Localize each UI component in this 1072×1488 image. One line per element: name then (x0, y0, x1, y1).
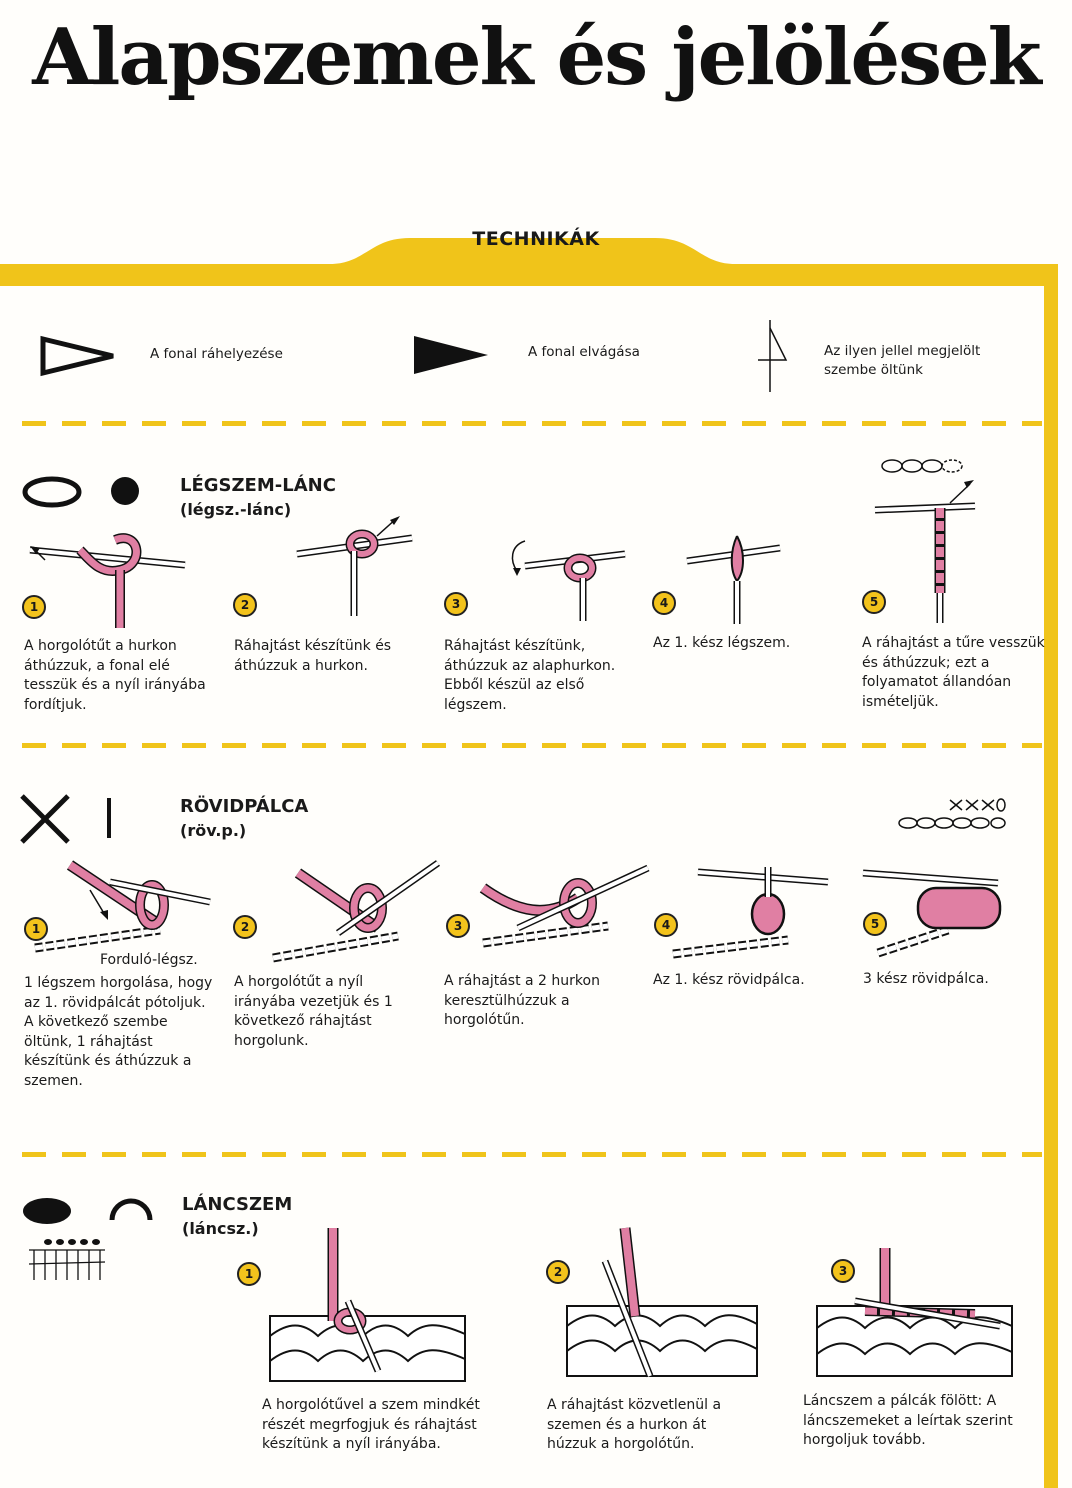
step-number: 3 (444, 592, 468, 616)
chain-dot-icon (110, 476, 140, 506)
stitch-mark-icon (756, 318, 796, 394)
step-caption: 1 légszem horgolása, hogy az 1. rövidpálcát pótoljuk. A következő szembe öltünk, 1 ráhajtást készítünk és áthúzzuk a szemen. (24, 975, 213, 1089)
section-title-chain: LÉGSZEM-LÁNC (légsz.-lánc) (180, 475, 336, 519)
step-caption: 3 kész rövidpálca. (863, 971, 989, 987)
single-crochet-step3-illustration (478, 858, 653, 958)
filled-triangle-icon (414, 336, 490, 376)
single-crochet-x-icon (18, 792, 72, 846)
section-title-slip-stitch: LÁNCSZEM (láncsz.) (182, 1194, 293, 1238)
step-number: 3 (446, 914, 470, 938)
single-crochet-step2-illustration (268, 858, 443, 968)
chain-step2-illustration (292, 516, 417, 621)
legend-text-cut-yarn: A fonal elvágása (528, 344, 640, 360)
open-triangle-icon (40, 336, 118, 376)
step-number: 4 (654, 913, 678, 937)
step-caption: A ráhajtást a tűre vesszük és áthúzzuk; ezt a folyamatot állandóan ismételjük. (862, 635, 1045, 710)
step-caption: A horgolótűvel a szem mindkét részét megrfogjuk és ráhajtást készítünk a nyíl irányába. (262, 1397, 480, 1452)
step-number: 5 (862, 590, 886, 614)
legend-text-place-yarn: A fonal ráhelyezése (150, 346, 283, 362)
step-caption: A horgolótűt a hurkon áthúzzuk, a fonal elé tesszük és a nyíl irányába fordítjuk. (24, 638, 206, 713)
step-number: 4 (652, 591, 676, 615)
chain-step1-illustration (20, 520, 190, 630)
step-caption: Az 1. kész légszem. (653, 635, 791, 651)
step-caption: Ráhajtást készítünk és áthúzzuk a hurkon. (234, 638, 392, 674)
slip-stitch-step2-illustration (565, 1226, 760, 1381)
step-number: 2 (233, 593, 257, 617)
step-number: 2 (546, 1260, 570, 1284)
divider (22, 743, 1042, 748)
step-caption: A ráhajtást a 2 hurkon keresztülhúzzuk a horgolótűn. (444, 973, 600, 1028)
step-number: 5 (863, 912, 887, 936)
step-caption: Az 1. kész rövidpálca. (653, 972, 805, 988)
step-number: 1 (22, 595, 46, 619)
slip-stitch-arc-icon (108, 1196, 154, 1222)
divider (22, 1152, 1042, 1157)
legend-text-stitch-mark: Az ilyen jellel megjelölt szembe öltünk (824, 343, 981, 378)
chain-step5-illustration (870, 478, 980, 628)
single-crochet-step1-illustration (30, 860, 215, 955)
chain-step4-illustration (685, 526, 785, 626)
section-title-single-crochet: RÖVIDPÁLCA (röv.p.) (180, 796, 309, 840)
slip-stitch-symbol-row-icon (28, 1236, 108, 1282)
slip-stitch-step1-illustration (268, 1226, 468, 1386)
slip-stitch-filled-oval-icon (22, 1196, 72, 1226)
step-caption: Láncszem a pálcák fölött: A láncszemeket a leírtak szerint horgoljuk tovább. (803, 1393, 1013, 1448)
turning-chain-label: Forduló-légsz. (100, 952, 198, 968)
page-title: Alapszemek és jelölések (32, 12, 1040, 103)
step-caption: A horgolótűt a nyíl irányába vezetjük és 1 következő ráhajtást horgolunk. (234, 974, 393, 1049)
chain-symbol-row-icon (880, 456, 970, 476)
single-crochet-step5-illustration (858, 858, 1008, 958)
chain-step3-illustration (505, 526, 630, 626)
step-caption: Ráhajtást készítünk, áthúzzuk az alaphurkon. Ebből készül az első légszem. (444, 638, 616, 713)
step-number: 3 (831, 1259, 855, 1283)
single-crochet-bar-icon (104, 796, 114, 840)
step-number: 1 (237, 1262, 261, 1286)
step-caption: A ráhajtást közvetlenül a szemen és a hurkon át húzzuk a horgolótűn. (547, 1397, 722, 1452)
step-number: 2 (233, 915, 257, 939)
single-crochet-step4-illustration (668, 862, 833, 962)
divider (22, 421, 1042, 426)
section-label: TECHNIKÁK (472, 228, 600, 250)
chain-oval-icon (22, 476, 82, 508)
step-number: 1 (24, 917, 48, 941)
single-crochet-symbol-row-icon (898, 796, 1008, 832)
